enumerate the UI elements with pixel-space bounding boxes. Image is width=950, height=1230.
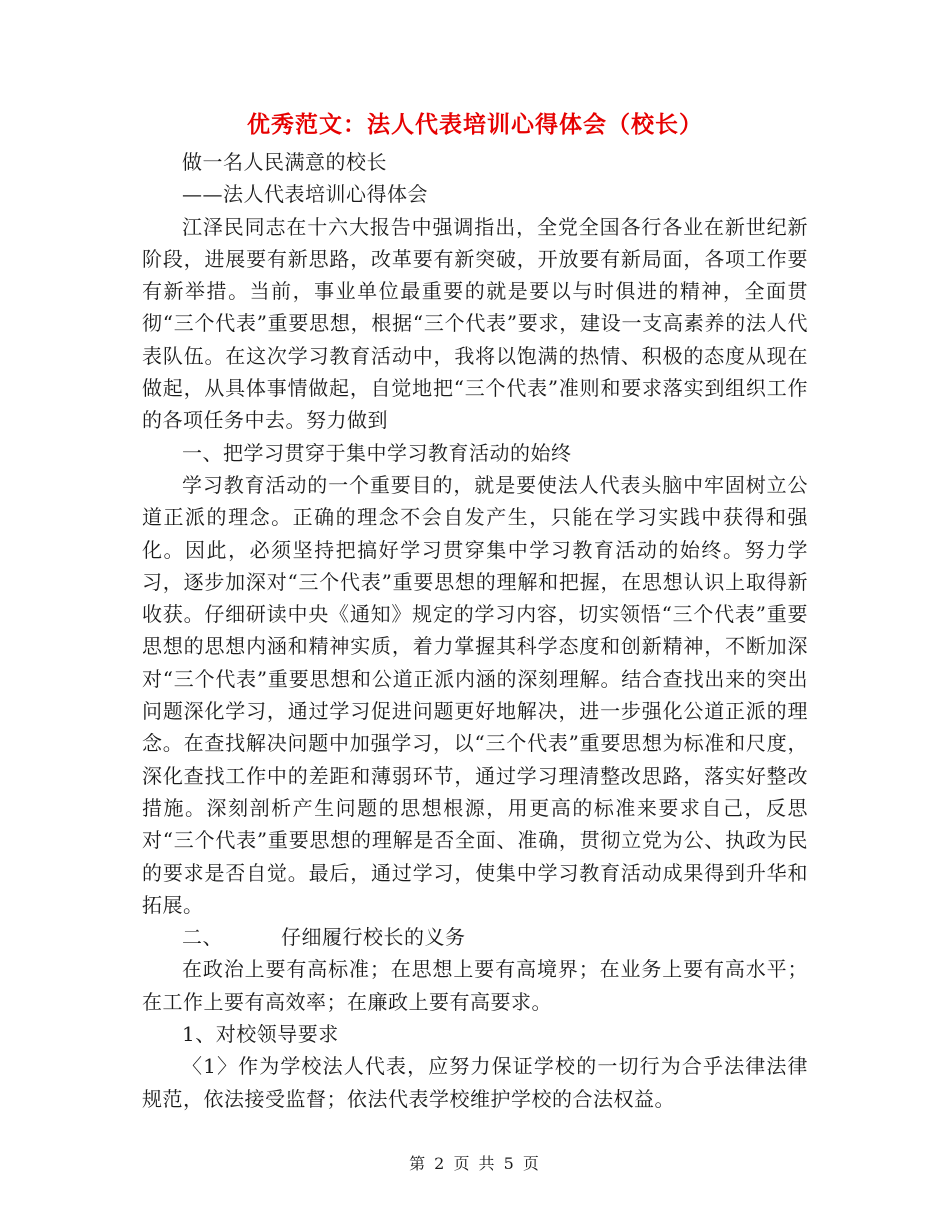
subtitle: 做一名人民满意的校长 [182,150,387,174]
document-body [142,146,808,1115]
section-heading-2-text: 仔细履行校长的义务 [281,925,466,950]
page-number-footer: 第 2 页 共 5 页 [409,1154,541,1173]
paragraph-study: 学习教育活动的一个重要目的，就是要使法人代表头脑中牢固树立公道正派的理念。正确的理念不会自发产生，只能在学习实践中获得和强化。因此，必须坚持把搞好学习贯穿集中学习教育活动的始终。努力学习，逐步加深对“三个代表”重要思想的理解和把握，在思想认识上取得新收获。仔细研读中央《通知》规定的学习内容，切实领悟“三个代表”重要思想的思想内涵和精神实质，着力掌握其科学态度和创新精神，不断加深对“三个代表”重要思想和公道正派内涵的深刻理解。结合查找出来的突出问题深化学习，通过学习促进问题更好地解决，进一步强化公道正派的理念。在查找解决问题中加强学习，以“三个代表”重要思想为标准和尺度，深化查找工作中的差距和薄弱环节，通过学习理清整改思路，落实好整改措施。深刻剖析产生问题的思想根源，用更高的标准来要求自己，反思对“三个代表”重要思想的理解是否全面、准确，贯彻立党为公、执政为民的要求是否自觉。最后，通过学习，使集中学习教育活动成果得到升华和拓展。 [142,472,808,917]
subtitle-secondary: ——法人代表培训心得体会 [182,182,428,207]
paragraph-standards: 在政治上要有高标准；在思想上要有高境界；在业务上要有高水平；在工作上要有高效率；在廉政上要有高要求。 [142,957,808,1014]
section-heading-2 [142,921,808,953]
document-title: 优秀范文：法人代表培训心得体会（校长） [247,111,703,138]
section-heading-1: 一、把学习贯穿于集中学习教育活动的始终 [182,440,572,465]
paragraph-intro: 江泽民同志在十六大报告中强调指出，全党全国各行各业在新世纪新阶段，进展要有新思路，改革要有新突破，开放要有新局面，各项工作要有新举措。当前，事业单位最重要的就是要以与时俱进的精神，全面贯彻“三个代表”重要思想，根据“三个代表”要求，建设一支高素养的法人代表队伍。在这次学习教育活动中，我将以饱满的热情、积极的态度从现在做起，从具体事情做起，自觉地把“三个代表”准则和要求落实到组织工作的各项任务中去。努力做到 [142,214,808,433]
paragraph-legal-rep: 〈1〉作为学校法人代表，应努力保证学校的一切行为合乎法律法律规范，依法接受监督；依法代表学校维护学校的合法权益。 [142,1054,808,1111]
section-heading-2-number: 二、 [182,925,223,950]
subsection-heading-1: 1、对校领导要求 [182,1022,339,1047]
